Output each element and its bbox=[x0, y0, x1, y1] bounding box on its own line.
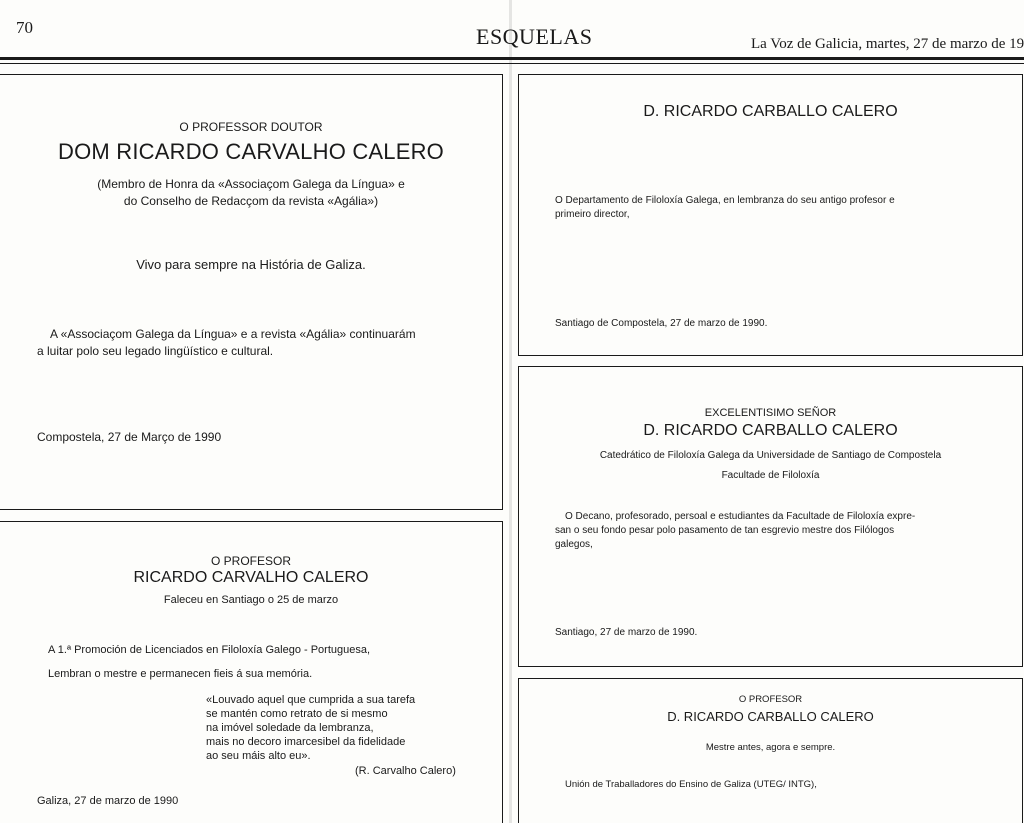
notice-body-line: san o seu fondo pesar polo pasamento de tan esgrevio mestre dos Filólogos bbox=[555, 525, 895, 536]
notice-quote-line: se mantén como retrato de si mesmo bbox=[206, 708, 388, 720]
header-rule-thin bbox=[0, 63, 1024, 64]
notice-name: D. RICARDO CARBALLO CALERO bbox=[667, 709, 874, 724]
notice-name: DOM RICARDO CARVALHO CALERO bbox=[58, 139, 444, 164]
notice-body-line: a luitar polo seu legado lingüístico e cultural. bbox=[37, 344, 274, 358]
notice-place-date: Compostela, 27 de Março de 1990 bbox=[37, 430, 222, 444]
notice-affiliation-line: do Conselho de Redacçom da revista «Agália») bbox=[123, 194, 379, 208]
notice-quote-line: «Louvado aquel que cumprida a sua tarefa bbox=[206, 694, 416, 706]
notice-title-line: O PROFESOR bbox=[738, 694, 803, 705]
notice-place-date: Galiza, 27 de marzo de 1990 bbox=[37, 795, 179, 807]
notice-body-line: primeiro director, bbox=[555, 209, 630, 220]
section-title: ESQUELAS bbox=[476, 24, 593, 49]
notice-title-line: EXCELENTISIMO SEÑOR bbox=[704, 407, 837, 419]
notice-body-line: A 1.ª Promoción de Licenciados en Filoloxía Galego - Portuguesa, bbox=[48, 644, 371, 656]
obituary-notice-facultade bbox=[518, 366, 1023, 667]
notice-place-date: Santiago de Compostela, 27 de marzo de 1990. bbox=[555, 318, 768, 329]
notice-subtitle: Mestre antes, agora e sempre. bbox=[705, 742, 836, 753]
notice-quote-line: ao seu máis alto eu». bbox=[206, 750, 311, 762]
notice-subtitle-line: Facultade de Filoloxía bbox=[721, 470, 820, 481]
notice-body-line: Lembran o mestre e permanecen fieis á sua memória. bbox=[48, 668, 313, 680]
notice-title-line: O PROFESSOR DOUTOR bbox=[179, 120, 323, 134]
notice-body-line: O Decano, profesorado, persoal e estudiantes da Facultade de Filoloxía expre- bbox=[565, 511, 916, 522]
obituary-notice-agal bbox=[0, 74, 503, 510]
notice-name: D. RICARDO CARBALLO CALERO bbox=[643, 422, 898, 439]
notice-quote-line: mais no decoro imarcesibel da fidelidade bbox=[206, 736, 406, 748]
notice-subtitle: Faleceu en Santiago o 25 de marzo bbox=[163, 594, 339, 606]
notice-title-line: O PROFESOR bbox=[210, 554, 291, 568]
notice-body-line: A «Associaçom Galega da Língua» e a revista «Agália» continuarám bbox=[50, 327, 416, 341]
notice-place-date: Santiago, 27 de marzo de 1990. bbox=[555, 627, 698, 638]
notice-affiliation-line: (Membro de Honra da «Associaçom Galega da Língua» e bbox=[97, 177, 405, 191]
obituary-notice-promocion bbox=[0, 521, 503, 823]
notice-body-line: Unión de Traballadores do Ensino de Galiza (UTEG/ INTG), bbox=[565, 779, 817, 790]
obituary-notice-departamento bbox=[518, 74, 1023, 356]
newspaper-dateline: La Voz de Galicia, martes, 27 de marzo de 19 bbox=[751, 36, 1024, 52]
obituary-notice-uteg bbox=[518, 678, 1023, 823]
notice-body-line: O Departamento de Filoloxía Galega, en lembranza do seu antigo profesor e bbox=[555, 195, 895, 206]
notice-subtitle-line: Catedrático de Filoloxía Galega da Universidade de Santiago de Compostela bbox=[599, 450, 942, 461]
page-number: 70 bbox=[16, 18, 33, 37]
notice-quote-line: na imóvel soledade da lembranza, bbox=[206, 722, 374, 734]
header-rule-thick bbox=[0, 57, 1024, 60]
page-fold bbox=[509, 0, 512, 823]
notice-body-line: galegos, bbox=[555, 539, 593, 550]
notice-name: D. RICARDO CARBALLO CALERO bbox=[643, 103, 898, 120]
notice-name: RICARDO CARVALHO CALERO bbox=[133, 569, 369, 586]
notice-quote-author: (R. Carvalho Calero) bbox=[355, 765, 456, 777]
notice-tribute: Vivo para sempre na História de Galiza. bbox=[136, 257, 366, 272]
